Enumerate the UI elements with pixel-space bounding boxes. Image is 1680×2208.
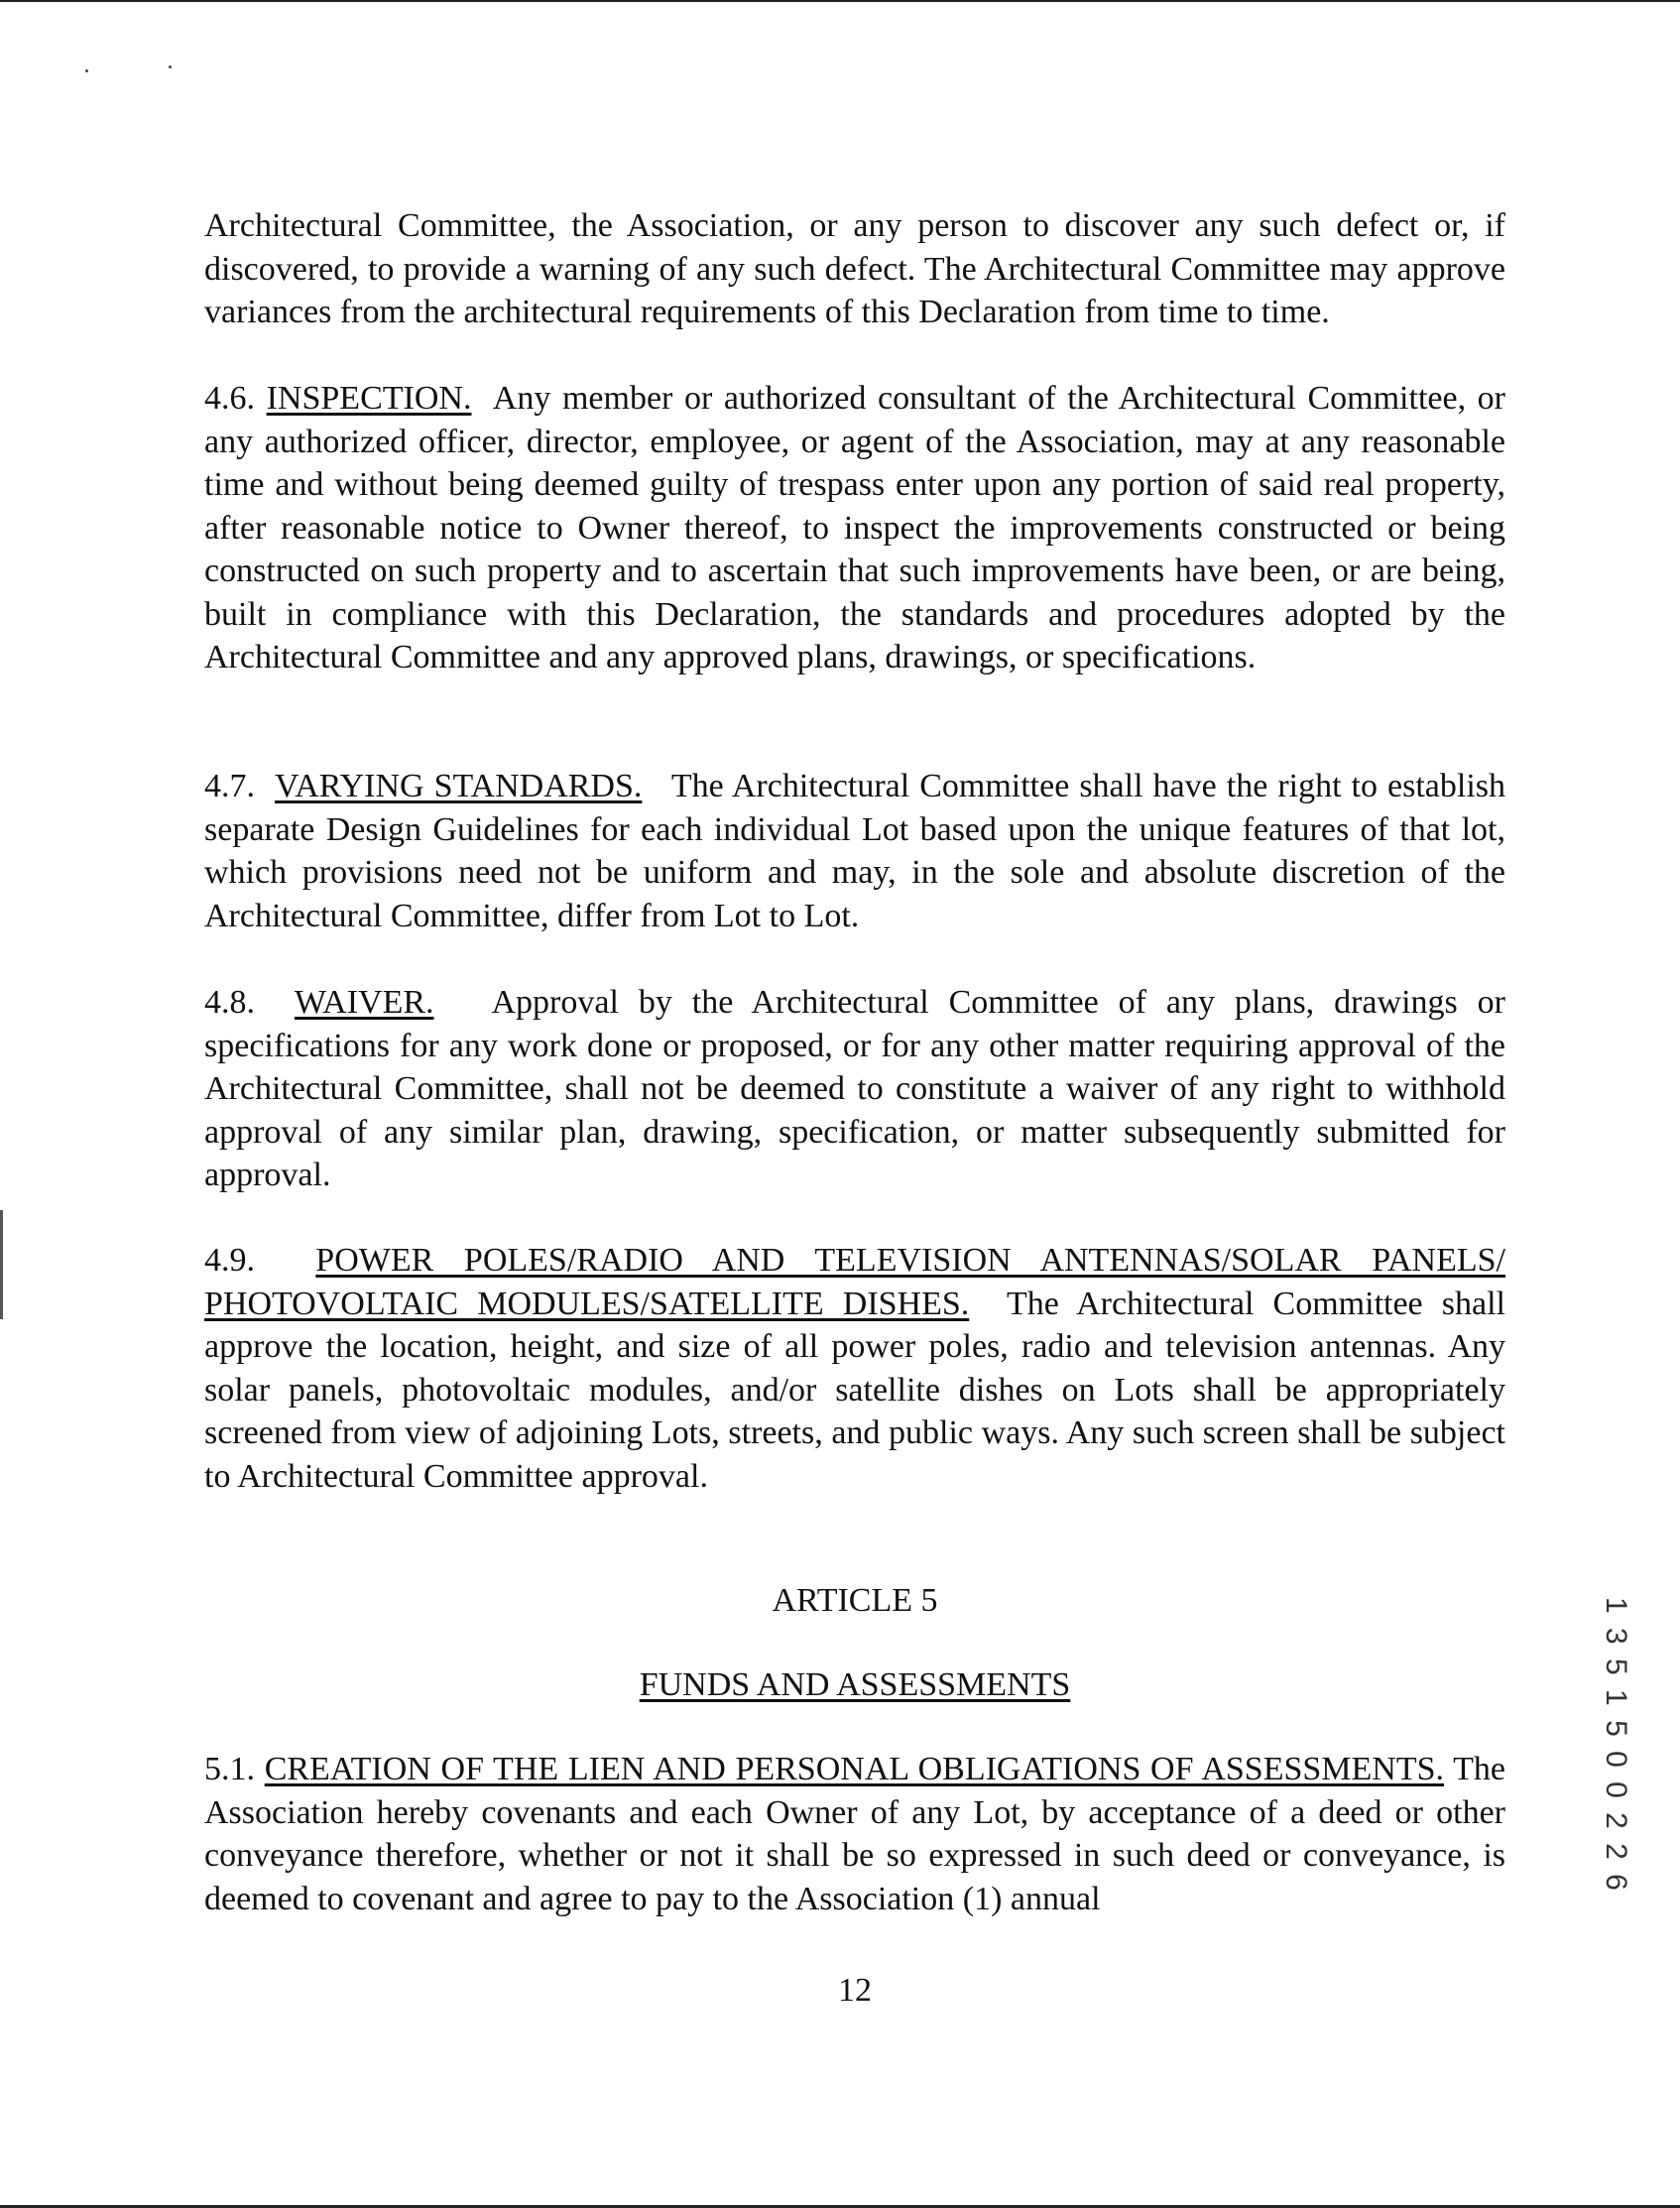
section-number: 4.7. <box>204 768 255 804</box>
section-heading: WAIVER. <box>294 984 434 1021</box>
scan-speck <box>85 69 88 72</box>
article-label: ARTICLE 5 <box>772 1582 938 1619</box>
section-4-7 <box>204 765 1505 937</box>
article-title <box>204 1663 1505 1707</box>
scan-edge-mark <box>0 1210 3 1319</box>
page-number: 12 <box>838 1972 872 2009</box>
intro-text: Architectural Committee, the Association, or any person to discover any such defect or, if discovered, to provide a warning of any such defect. The Architectural Committee may approve variances from the architectural requirements of this Declaration from time to time. <box>204 207 1505 330</box>
section-number: 4.9. <box>204 1242 255 1279</box>
section-heading: CREATION OF THE LIEN AND PERSONAL OBLIGATIONS OF ASSESSMENTS. <box>264 1751 1445 1787</box>
recording-number-stamp <box>1579 1597 1638 1894</box>
section-body: Approval by the Architectural Committee of any plans, drawings or specifications for any work done or proposed, or for any other matter requiring approval of the Architectural Committee, shall not be deemed to constitute a waiver of any right to withhold approval of any similar plan, drawing, specification, or matter subsequently submitted for approval. <box>204 984 1506 1193</box>
scan-top-border <box>0 0 1680 2</box>
section-4-9 <box>204 1239 1505 1498</box>
scan-speck <box>169 65 172 68</box>
intro-paragraph <box>204 204 1505 334</box>
section-4-6 <box>204 377 1505 679</box>
section-5-1 <box>204 1748 1505 1920</box>
section-heading: POWER POLES/RADIO AND TELEVISION ANTENNAS/SOLAR PANELS/ PHOTOVOLTAIC MODULES/SATELLITE DISHES. <box>204 1242 1505 1322</box>
section-number: 4.6. <box>204 380 255 417</box>
section-body: The Architectural Committee shall have the right to establish separate Design Guidelines for each individual Lot based upon the unique features of that lot, which provisions need not be uniform and may, in the sole and absolute discretion of the Architectural Committee, differ from Lot to Lot. <box>204 768 1506 934</box>
section-body: Any member or authorized consultant of the Architectural Committee, or any authorized officer, director, employee, or agent of the Association, may at any reasonable time and without being deemed guilty of trespass enter upon any portion of said real property, after reasonable notice to Owner thereof, to inspect the improvements constructed or being constructed on such property and to ascertain that such improvements have been, or are being, built in compliance with this Declaration, the standards and procedures adopted by the Architectural Committee and any approved plans, drawings, or specifications. <box>204 380 1506 675</box>
section-number: 4.8. <box>204 984 255 1021</box>
section-4-8 <box>204 981 1505 1197</box>
recording-number-text: 1 3 5 1 5 0 0 2 2 6 <box>1600 1597 1632 1894</box>
section-heading: INSPECTION. <box>266 380 472 417</box>
article-title-text: FUNDS AND ASSESSMENTS <box>639 1666 1071 1703</box>
section-body: The Architectural Committee shall approve the location, height, and size of all power poles, radio and television antennas. Any solar panels, photovoltaic modules, and/or satellite dishes on Lots shall be appropriately screened from view of adjoining Lots, streets, and public ways. Any such screen shall be subject to Architectural Committee approval. <box>204 1285 1505 1495</box>
section-number: 5.1. <box>204 1751 255 1787</box>
section-body: The Association hereby covenants and each Owner of any Lot, by acceptance of a deed or other conveyance therefore, whether or not it shall be so expressed in such deed or conveyance, is deemed to covenant and agree to pay to the Association (1) annual <box>204 1751 1505 1917</box>
section-heading: VARYING STANDARDS. <box>275 768 643 804</box>
